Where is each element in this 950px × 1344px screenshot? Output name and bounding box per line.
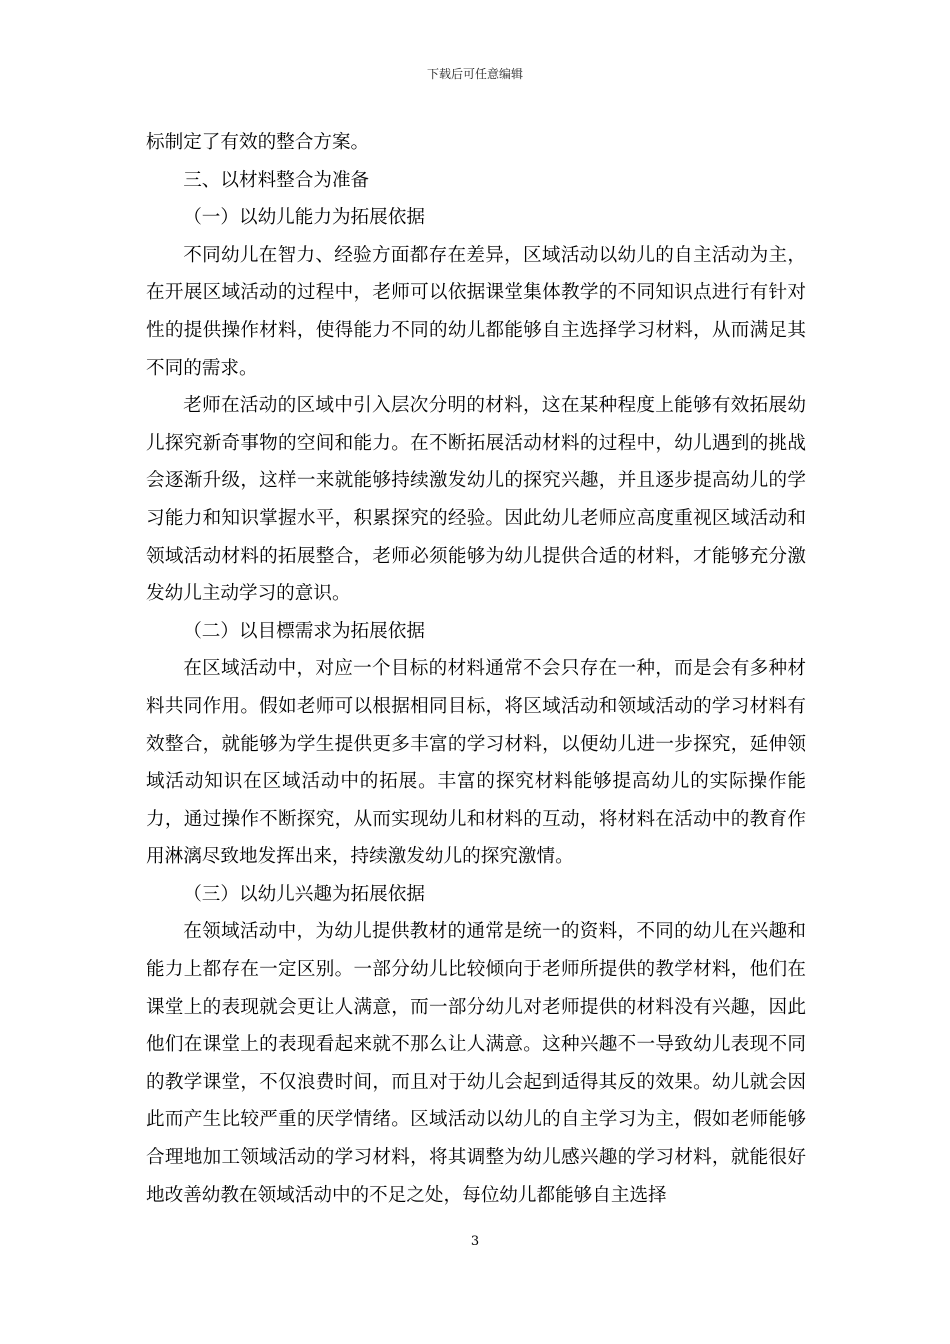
document-body (146, 124, 806, 1214)
section-heading: 三、以材料整合为准备 (183, 169, 370, 191)
page-number: 3 (470, 1234, 480, 1249)
paragraph-continuation: 标制定了有效的整合方案。 (146, 132, 370, 153)
subsection-heading: （三）以幼儿兴趣为拓展依据 (183, 883, 425, 905)
paragraph: 老师在活动的区域中引入层次分明的材料，这在某种程度上能够有效拓展幼儿探究新奇事物的空间和能力。在不断拓展活动材料的过程中，幼儿遇到的挑战会逐渐升级，这样一来就能够持续激发幼儿的探究兴趣，并且逐步提高幼儿的学习能力和知识掌握水平，积累探究的经验。因此幼儿老师应高度重视区域活动和领域活动材料的拓展整合，老师必须能够为幼儿提供合适的材料，才能够充分激发幼儿主动学习的意识。 (146, 395, 806, 605)
paragraph: 不同幼儿在智力、经验方面都存在差异，区域活动以幼儿的自主活动为主，在开展区域活动的过程中，老师可以依据课堂集体教学的不同知识点进行有针对性的提供操作材料，使得能力不同的幼儿都能够自主选择学习材料，从而满足其不同的需求。 (146, 244, 806, 379)
subsection-heading: （一）以幼儿能力为拓展依据 (183, 207, 425, 229)
page-header: 下载后可任意编辑 (426, 67, 523, 81)
paragraph: 在领域活动中，为幼儿提供教材的通常是统一的资料，不同的幼儿在兴趣和能力上都存在一定区别。一部分幼儿比较倾向于老师所提供的教学材料，他们在课堂上的表现就会更让人满意，而一部分幼儿对老师提供的材料没有兴趣，因此他们在课堂上的表现看起来就不那么让人满意。这种兴趣不一导致幼儿表现不同的教学课堂，不仅浪费时间，而且对于幼儿会起到适得其反的效果。幼儿就会因此而产生比较严重的厌学情绪。区域活动以幼儿的自主学习为主，假如老师能够合理地加工领域活动的学习材料，将其调整为幼儿感兴趣的学习材料，就能很好地改善幼教在领域活动中的不足之处，每位幼儿都能够自主选择 (146, 921, 806, 1206)
paragraph: 在区域活动中，对应一个目标的材料通常不会只存在一种，而是会有多种材料共同作用。假如老师可以根据相同目标，将区域活动和领域活动的学习材料有效整合，就能够为学生提供更多丰富的学习材料，以便幼儿进一步探究，延伸领域活动知识在区域活动中的拓展。丰富的探究材料能够提高幼儿的实际操作能力，通过操作不断探究，从而实现幼儿和材料的互动，将材料在活动中的教育作用淋漓尽致地发挥出来，持续激发幼儿的探究激情。 (146, 658, 806, 868)
subsection-heading: （二）以目標需求为拓展依据 (183, 620, 425, 642)
